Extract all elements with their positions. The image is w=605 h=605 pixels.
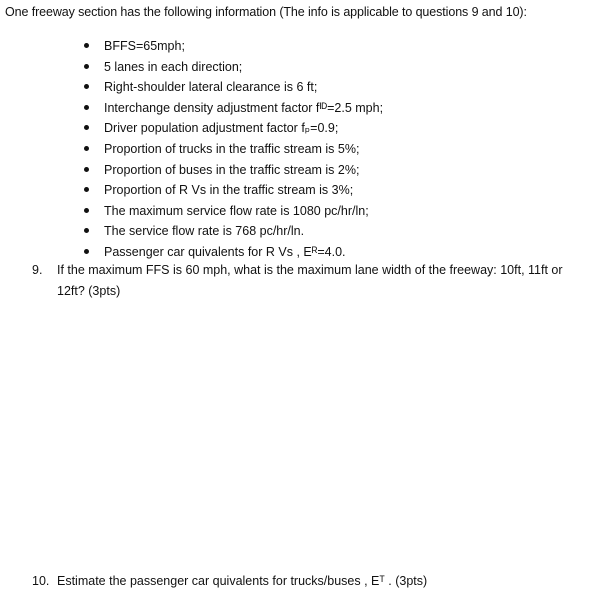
question-text: Estimate the passenger car quivalents for trucks/buses , Eᵀ . (3pts)	[57, 574, 428, 588]
bullet-icon	[84, 167, 89, 172]
bullet-icon	[84, 125, 89, 130]
list-item	[84, 38, 383, 59]
question-number: 9.	[32, 263, 43, 277]
bullet-icon	[84, 187, 89, 192]
list-item-text: Passenger car quivalents for R Vs , Eᴿ=4.0.	[104, 244, 346, 259]
question-9-continued: 12ft? (3pts)	[57, 284, 121, 298]
bullet-icon	[84, 64, 89, 69]
bullet-icon	[84, 249, 89, 254]
bullet-icon	[84, 84, 89, 89]
list-item-text: Proportion of buses in the traffic stream is 2%;	[104, 162, 360, 177]
list-item	[84, 120, 383, 141]
list-item	[84, 79, 383, 100]
intro-text: One freeway section has the following information (The info is applicable to questions 9 and 10):	[5, 5, 527, 19]
list-item-text: Right-shoulder lateral clearance is 6 ft;	[104, 80, 318, 95]
list-item	[84, 182, 383, 203]
list-item	[84, 244, 383, 265]
question-number: 10.	[32, 574, 50, 588]
list-item-text: Proportion of R Vs in the traffic stream is 3%;	[104, 183, 354, 198]
given-info-list	[84, 38, 383, 265]
list-item-text: The maximum service flow rate is 1080 pc/hr/ln;	[104, 203, 369, 218]
bullet-icon	[84, 146, 89, 151]
list-item	[84, 100, 383, 121]
list-item-text: Driver population adjustment factor fₚ=0.9;	[104, 121, 339, 136]
list-item-text: Interchange density adjustment factor fᴵᴰ=2.5 mph;	[104, 100, 384, 115]
list-item-text: The service flow rate is 768 pc/hr/ln.	[104, 224, 305, 239]
bullet-icon	[84, 208, 89, 213]
list-item-text: BFFS=65mph;	[104, 39, 185, 53]
bullet-icon	[84, 228, 89, 233]
list-item	[84, 141, 383, 162]
list-item	[84, 59, 383, 80]
bullet-icon	[84, 43, 89, 48]
question-10	[32, 574, 427, 588]
question-9	[32, 263, 563, 277]
question-text: If the maximum FFS is 60 mph, what is the maximum lane width of the freeway: 10ft, 11ft or	[57, 263, 563, 277]
list-item	[84, 203, 383, 224]
list-item	[84, 223, 383, 244]
bullet-icon	[84, 105, 89, 110]
list-item-text: Proportion of trucks in the traffic stream is 5%;	[104, 141, 360, 156]
list-item-text: 5 lanes in each direction;	[104, 59, 243, 74]
list-item	[84, 162, 383, 183]
